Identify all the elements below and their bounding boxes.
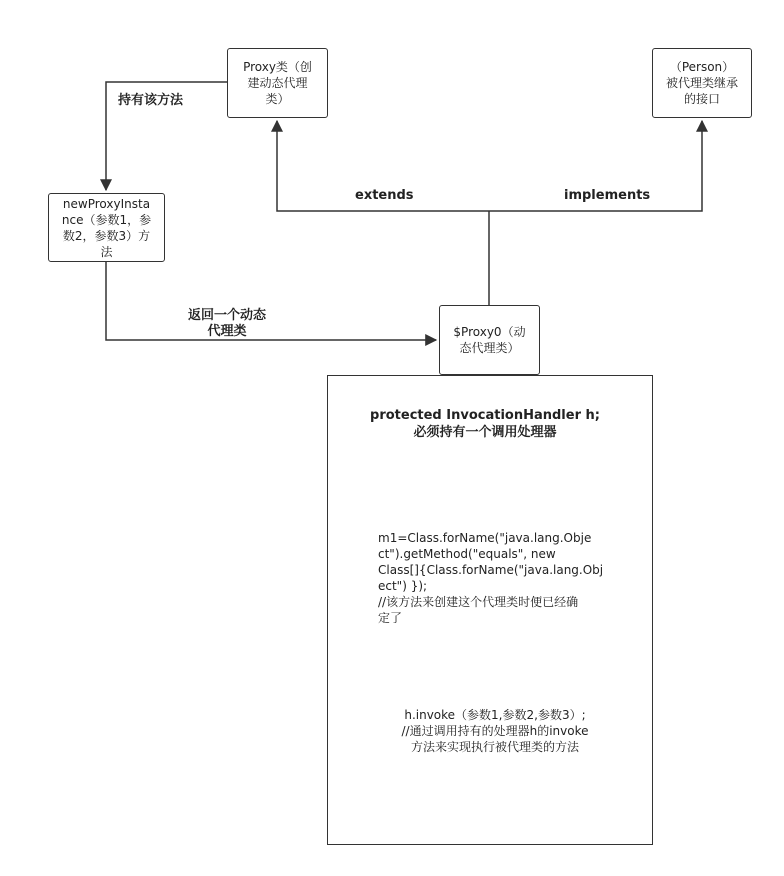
- node-person-line: 的接口: [683, 92, 720, 106]
- detail-code-block: [378, 530, 618, 626]
- node-new-proxy-instance-line: 数2，参数3）方: [62, 228, 151, 243]
- edge-label-returns-proxy: [182, 308, 272, 340]
- node-person-line: （Person）: [669, 60, 735, 74]
- node-new-proxy-instance-line: nce（参数1，参: [61, 212, 152, 227]
- edge-label-extends: extends: [355, 188, 414, 203]
- node-proxy0: [439, 305, 540, 375]
- detail-header-line: protected InvocationHandler h;: [370, 408, 600, 423]
- node-new-proxy-instance: [48, 193, 165, 262]
- invoke-line: //通过调用持有的处理器h的invoke: [401, 724, 589, 738]
- edge-label-implements: implements: [564, 188, 651, 203]
- detail-header: [333, 407, 637, 441]
- node-new-proxy-instance-line: newProxyInsta: [62, 196, 151, 211]
- code-line: Class[]{Class.forName("java.lang.Obj: [378, 563, 604, 577]
- code-line: //该方法来创建这个代理类时便已经确: [378, 595, 579, 609]
- code-line: ct").getMethod("equals", new: [378, 547, 556, 561]
- node-proxy0-line: $Proxy0（动: [453, 325, 526, 339]
- node-proxy0-line: 态代理类）: [459, 341, 520, 355]
- code-line: ect") });: [378, 579, 428, 593]
- invoke-line: 方法来实现执行被代理类的方法: [410, 740, 579, 754]
- detail-invoke-block: [370, 707, 620, 755]
- detail-header-line: 必须持有一个调用处理器: [413, 425, 557, 440]
- node-proxy-class-line: Proxy类（创: [243, 60, 312, 74]
- invoke-line: h.invoke（参数1,参数2,参数3）;: [404, 708, 586, 722]
- code-line: 定了: [378, 611, 403, 625]
- code-line: m1=Class.forName("java.lang.Obje: [378, 531, 592, 545]
- edge-label-returns-proxy-line: 代理类: [207, 324, 247, 339]
- edge-label-returns-proxy-line: 返回一个动态: [187, 308, 266, 323]
- node-proxy-class-line: 建动态代理: [247, 76, 308, 90]
- node-person-line: 被代理类继承: [665, 76, 738, 90]
- node-person-interface: [652, 48, 752, 118]
- node-new-proxy-instance-line: 法: [100, 244, 113, 259]
- node-proxy-class-line: 类）: [265, 92, 290, 106]
- edge-label-holds-method: 持有该方法: [118, 93, 184, 108]
- node-proxy-class: [227, 48, 328, 118]
